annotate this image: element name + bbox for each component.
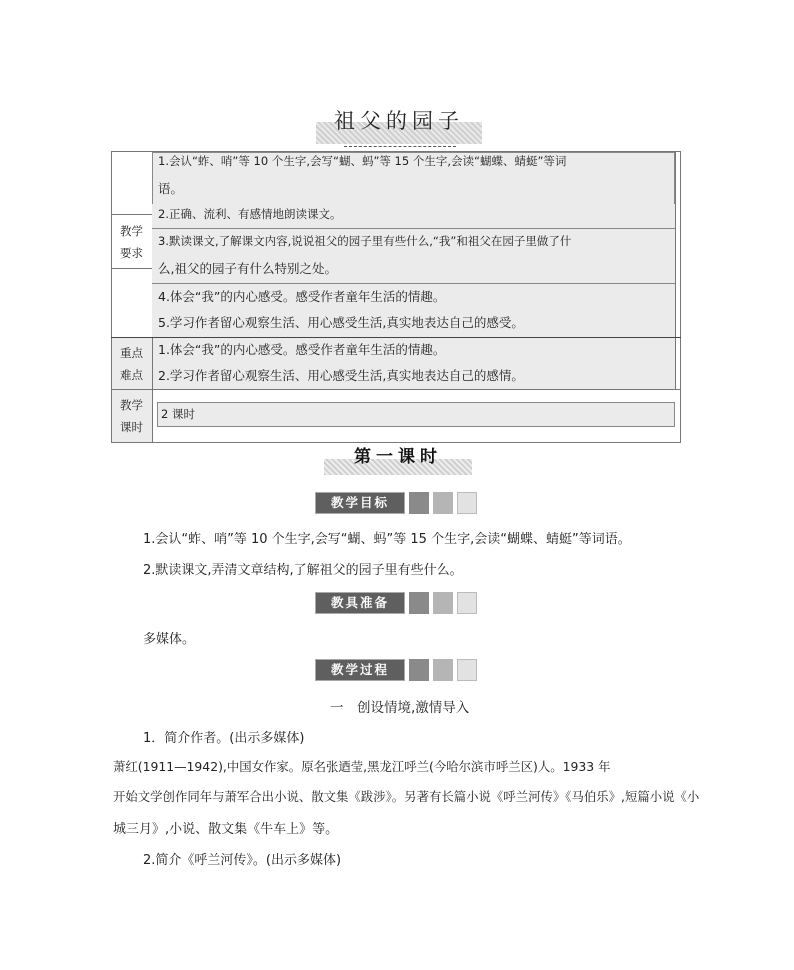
prep-text: 多媒体。 xyxy=(143,632,196,647)
tag-square xyxy=(457,659,477,681)
req-line: 4.体会“我”的内心感受。感受作者童年生活的情趣。 xyxy=(158,289,446,304)
tag-square xyxy=(409,592,429,614)
req-line: 么,祖父的园子有什么特别之处。 xyxy=(158,261,337,276)
label-requirements xyxy=(111,215,152,268)
label-hours xyxy=(111,390,152,442)
title-underline xyxy=(344,146,456,147)
tag-square xyxy=(457,592,477,614)
focus-right-border xyxy=(675,338,676,389)
prep-tag xyxy=(315,592,483,614)
req-line: 3.默读课文,了解课文内容,说说祖父的园子里有些什么,“我”和祖父在园子里做了什 xyxy=(158,234,572,248)
prep-tag-label: 教具准备 xyxy=(315,592,405,614)
tag-square xyxy=(409,659,429,681)
process-tag-label: 教学过程 xyxy=(315,659,405,681)
tag-square xyxy=(433,492,453,514)
label-text: 难点 xyxy=(120,367,143,382)
tag-square xyxy=(457,492,477,514)
req-line: 2.正确、流利、有感情地朗读课文。 xyxy=(158,207,342,221)
tag-square xyxy=(433,659,453,681)
hours-value: 2 课时 xyxy=(161,407,195,421)
req-line: 1.会认“蚱、哨”等 10 个生字,会写“蝴、蚂”等 15 个生字,会读“蝴蝶、蜻蜓”等词 xyxy=(158,154,567,168)
tag-square xyxy=(433,592,453,614)
label-text: 教学 xyxy=(120,223,143,238)
req-line: 语。 xyxy=(158,181,184,196)
row-divider xyxy=(111,389,681,390)
lesson-heading: 第一课时 xyxy=(354,447,442,467)
label-text: 重点 xyxy=(120,345,143,360)
req-line: 5.学习作者留心观察生活、用心感受生活,真实地表达自己的感受。 xyxy=(158,315,524,330)
process-line: 萧红(1911—1942),中国女作家。原名张迺莹,黑龙江呼兰(今哈尔滨市呼兰区)人。1933 年 xyxy=(113,759,611,774)
tag-square xyxy=(409,492,429,514)
lesson-heading-block xyxy=(324,443,472,483)
process-tag xyxy=(315,659,483,681)
goal-line: 1.会认“蚱、哨”等 10 个生字,会写“蝴、蚂”等 15 个生字,会读“蝴蝶、蜻蜓”等词语。 xyxy=(143,532,631,547)
process-line: 开始文学创作同年与萧军合出小说、散文集《跋涉》。另著有长篇小说《呼兰河传》《马伯乐》,短篇小说《小 xyxy=(113,789,700,804)
process-line: 1．简介作者。(出示多媒体) xyxy=(143,731,305,746)
process-line: 2.简介《呼兰河传》。(出示多媒体) xyxy=(143,853,342,868)
page-title-block xyxy=(316,104,482,144)
label-text: 教学 xyxy=(120,398,143,412)
process-line: 城三月》,小说、散文集《牛车上》等。 xyxy=(113,822,339,837)
label-text: 课时 xyxy=(120,420,143,434)
focus-line: 2.学习作者留心观察生活、用心感受生活,真实地表达自己的感情。 xyxy=(158,368,524,383)
label-divider xyxy=(111,268,152,269)
step-heading: 一 创设情境,激情导入 xyxy=(330,700,470,716)
focus-line: 1.体会“我”的内心感受。感受作者童年生活的情趣。 xyxy=(158,342,446,357)
goals-tag-label: 教学目标 xyxy=(315,492,405,514)
req-right-border xyxy=(675,152,676,338)
label-focus xyxy=(111,338,152,389)
hours-box xyxy=(157,402,675,427)
goal-line: 2.默读课文,弄清文章结构,了解祖父的园子里有些什么。 xyxy=(143,563,463,578)
table-divider xyxy=(152,338,153,389)
label-text: 要求 xyxy=(120,245,143,260)
page-title: 祖父的园子 xyxy=(334,109,464,133)
goals-tag xyxy=(315,492,483,514)
